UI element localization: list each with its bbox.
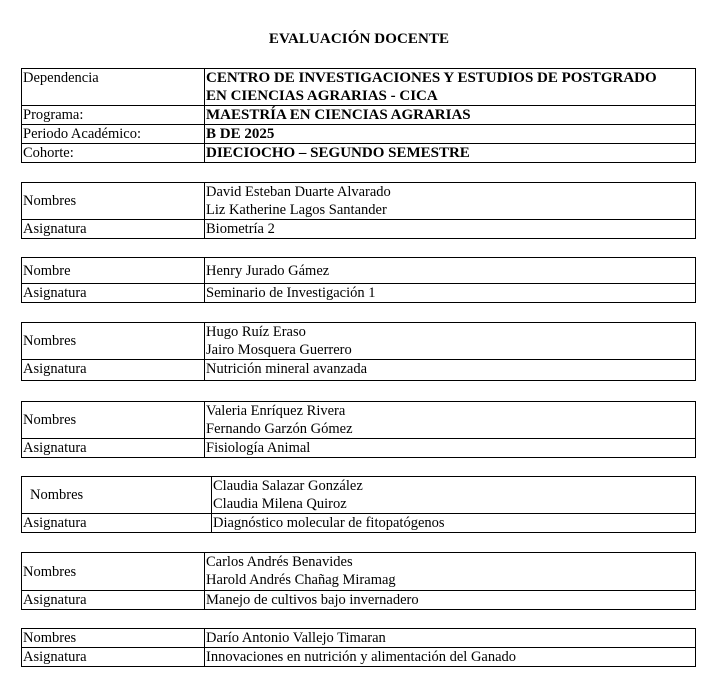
table-row [22, 323, 696, 360]
dependencia-value-line: CENTRO DE INVESTIGACIONES Y ESTUDIOS DE POSTGRADO [206, 70, 657, 86]
teacher-name: Liz Katherine Lagos Santander [206, 202, 387, 218]
subject-value: Biometría 2 [205, 220, 696, 239]
table-row [22, 284, 696, 303]
table-row [22, 106, 696, 125]
subject-value: Innovaciones en nutrición y alimentación del Ganado [205, 648, 696, 667]
cohorte-value: DIECIOCHO – SEGUNDO SEMESTRE [205, 144, 696, 163]
subject-value: Diagnóstico molecular de fitopatógenos [212, 514, 696, 533]
subject-label: Asignatura [22, 360, 205, 381]
subject-label: Asignatura [22, 591, 205, 610]
teacher-name: Henry Jurado Gámez [206, 262, 330, 279]
table-row [22, 360, 696, 381]
course-table [21, 552, 696, 610]
subject-label: Asignatura [22, 514, 212, 533]
names-value [205, 629, 696, 648]
course-table [21, 257, 696, 303]
programa-label: Programa: [22, 106, 205, 125]
programa-value: MAESTRÍA EN CIENCIAS AGRARIAS [205, 106, 696, 125]
names-label: Nombre [22, 258, 205, 284]
table-row [22, 629, 696, 648]
subject-label: Asignatura [22, 284, 205, 303]
table-row [22, 258, 696, 284]
teacher-name: Claudia Milena Quiroz [213, 496, 347, 512]
table-row [22, 183, 696, 220]
subject-label: Asignatura [22, 648, 205, 667]
table-row [22, 648, 696, 667]
teacher-name: Jairo Mosquera Guerrero [206, 342, 352, 358]
course-table [21, 628, 696, 667]
table-row [22, 69, 696, 106]
teacher-name: Hugo Ruíz Eraso [206, 324, 306, 340]
table-row [22, 125, 696, 144]
names-value [205, 553, 696, 591]
teacher-name: Claudia Salazar González [213, 478, 363, 494]
dependencia-value-line: EN CIENCIAS AGRARIAS - CICA [206, 88, 438, 104]
document-title: EVALUACIÓN DOCENTE [268, 31, 450, 47]
teacher-name: Harold Andrés Chañag Miramag [206, 572, 396, 588]
header-table [21, 68, 696, 163]
names-value [205, 323, 696, 360]
course-table [21, 322, 696, 381]
periodo-value: B DE 2025 [205, 125, 696, 144]
subject-label: Asignatura [22, 439, 205, 458]
subject-label: Asignatura [22, 220, 205, 239]
names-label: Nombres [22, 629, 205, 648]
course-table [21, 401, 696, 458]
teacher-name: Carlos Andrés Benavides [206, 554, 353, 570]
names-label: Nombres [22, 402, 205, 439]
names-value [205, 402, 696, 439]
periodo-label: Periodo Académico: [22, 125, 205, 144]
dependencia-value [205, 69, 696, 106]
course-table [21, 476, 696, 533]
subject-value: Fisiología Animal [205, 439, 696, 458]
teacher-name: Darío Antonio Vallejo Timaran [206, 630, 386, 646]
table-row [22, 144, 696, 163]
names-value [205, 258, 696, 284]
table-row [22, 591, 696, 610]
cohorte-label: Cohorte: [22, 144, 205, 163]
names-value [212, 477, 696, 514]
teacher-name: Valeria Enríquez Rivera [206, 403, 346, 419]
dependencia-label: Dependencia [22, 69, 205, 106]
table-row [22, 439, 696, 458]
table-row [22, 220, 696, 239]
subject-value: Nutrición mineral avanzada [205, 360, 696, 381]
table-row [22, 477, 696, 514]
teacher-name: David Esteban Duarte Alvarado [206, 184, 391, 200]
subject-value: Manejo de cultivos bajo invernadero [205, 591, 696, 610]
course-table [21, 182, 696, 239]
table-row [22, 553, 696, 591]
teacher-name: Fernando Garzón Gómez [206, 421, 353, 437]
names-label: Nombres [22, 477, 212, 514]
names-label: Nombres [22, 323, 205, 360]
names-label: Nombres [22, 553, 205, 591]
table-row [22, 402, 696, 439]
table-row [22, 514, 696, 533]
subject-value: Seminario de Investigación 1 [205, 284, 696, 303]
names-value [205, 183, 696, 220]
names-label: Nombres [22, 183, 205, 220]
